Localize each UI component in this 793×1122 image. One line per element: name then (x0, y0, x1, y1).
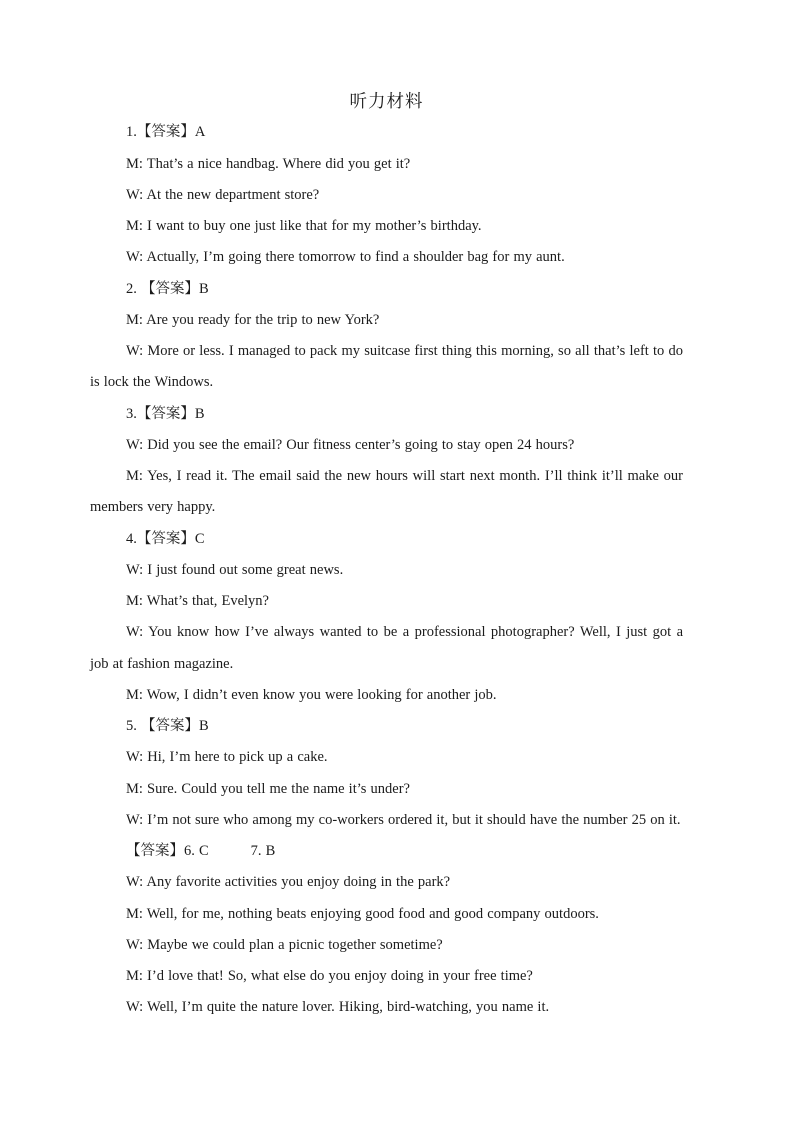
answer-6: 【答案】6. C (126, 843, 209, 859)
dialog-line: M: Yes, I read it. The email said the new hours will start next month. I’ll think it’ll make our members very happy. (90, 468, 683, 516)
dialog-line: M: Sure. Could you tell me the name it’s under? (126, 780, 410, 797)
dialog-line: W: At the new department store? (126, 186, 320, 203)
dialog-line: W: I’m not sure who among my co-workers ordered it, but it should have the number 25 on it. (126, 811, 681, 828)
answer-heading-6-7 (90, 836, 683, 867)
dialog-line: W: Actually, I’m going there tomorrow to find a shoulder bag for my aunt. (126, 249, 565, 266)
dialog-line: M: Well, for me, nothing beats enjoying good food and good company outdoors. (126, 905, 599, 922)
answer-heading-3: 3.【答案】B (126, 405, 205, 422)
answer-7: 7. B (250, 843, 276, 859)
dialog-line: W: Did you see the email? Our fitness center’s going to stay open 24 hours? (126, 436, 575, 453)
dialog-line: W: More or less. I managed to pack my suitcase first thing this morning, so all that’s left to do is lock the Windows. (90, 343, 683, 391)
answer-heading-2: 2. 【答案】B (126, 280, 209, 297)
answer-heading-1: 1.【答案】A (126, 124, 206, 141)
dialog-line: M: What’s that, Evelyn? (126, 593, 269, 609)
dialog-line: M: That’s a nice handbag. Where did you get it? (126, 155, 411, 172)
dialog-line: W: I just found out some great news. (126, 561, 344, 578)
dialog-line: W: Well, I’m quite the nature lover. Hiking, bird-watching, you name it. (126, 999, 550, 1016)
answer-heading-4: 4.【答案】C (126, 530, 205, 547)
dialog-line: W: Any favorite activities you enjoy doing in the park? (126, 874, 451, 891)
dialog-line: W: Maybe we could plan a picnic together sometime? (126, 936, 443, 953)
answer-heading-5: 5. 【答案】B (126, 718, 209, 734)
dialog-line: M: Wow, I didn’t even know you were looking for another job. (126, 686, 497, 703)
dialog-line: M: Are you ready for the trip to new York? (126, 311, 380, 328)
transcript-body (90, 117, 683, 1023)
dialog-line: M: I want to buy one just like that for my mother’s birthday. (126, 218, 482, 234)
dialog-line: W: You know how I’ve always wanted to be a professional photographer? Well, I just got a job at fashion magazine. (90, 624, 683, 672)
dialog-line: M: I’d love that! So, what else do you enjoy doing in your free time? (126, 968, 533, 984)
dialog-line: W: Hi, I’m here to pick up a cake. (126, 749, 328, 766)
page-title: 听力材料 (349, 91, 424, 111)
